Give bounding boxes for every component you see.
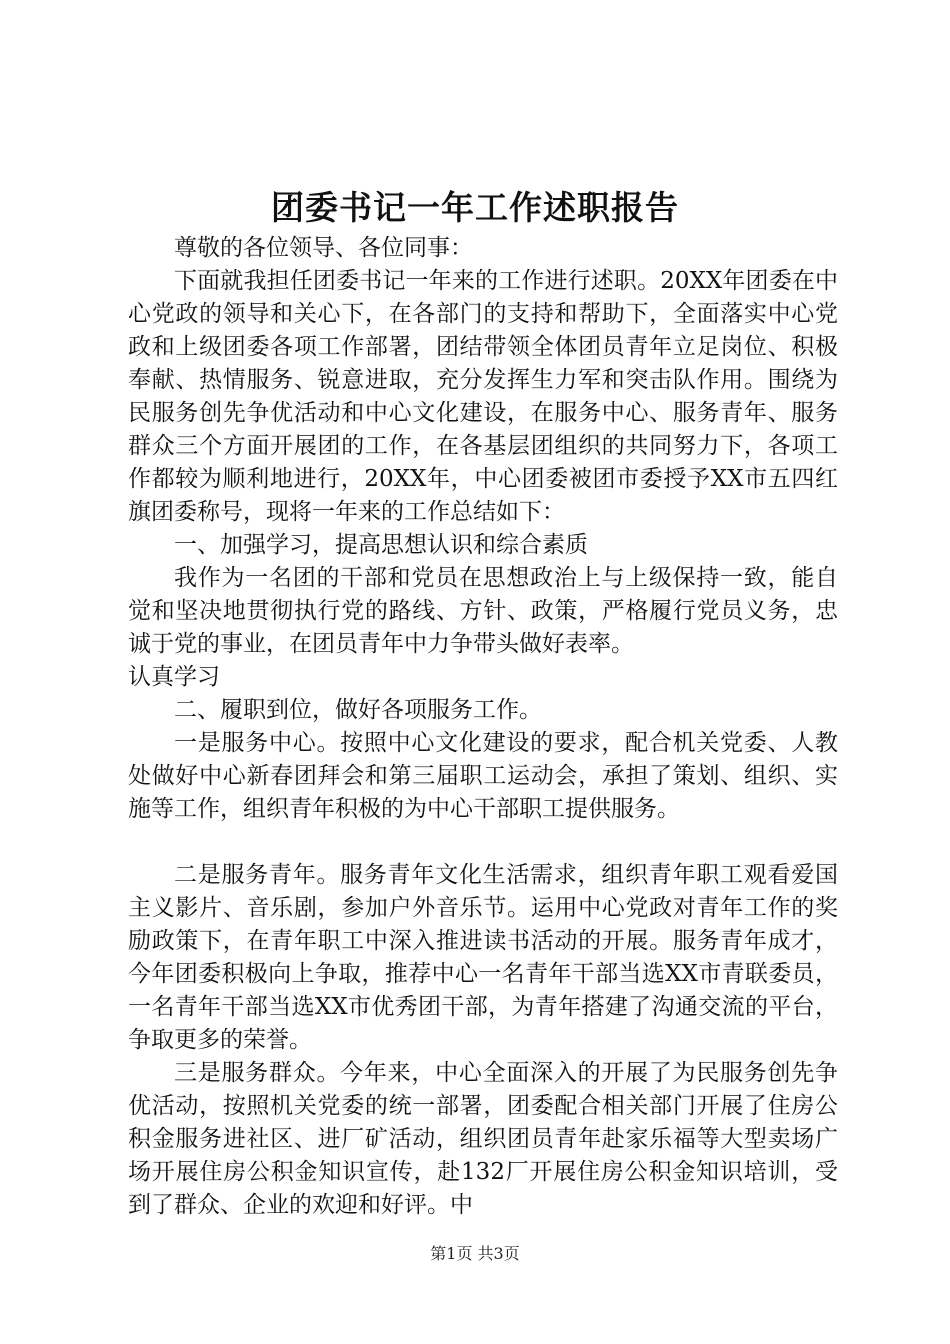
paragraph-serve-center: 一是服务中心。按照中心文化建设的要求，配合机关党委、人教处做好中心新春团拜会和第三届职工运动会，承担了策划、组织、实施等工作，组织青年积极的为中心干部职工提供服务。 <box>128 730 838 822</box>
page-footer: 第1页 共3页 <box>430 1244 520 1263</box>
document-title: 团委书记一年工作述职报告 <box>271 188 679 227</box>
paragraph-intro: 下面就我担任团委书记一年来的工作进行述职。20XX年团委在中心党政的领导和关心下，在各部门的支持和帮助下，全面落实中心党政和上级团委各项工作部署，团结带领全体团员青年立足岗位、积极奉献、热情服务、锐意进取，充分发挥生力军和突击队作用。围绕为民服务创先争优活动和中心文化建设，在服务中心、服务青年、服务群众三个方面开展团的工作，在各基层团组织的共同努力下，各项工作都较为顺利地进行，20XX年，中心团委被团市委授予XX市五四红旗团委称号，现将一年来的工作总结如下： <box>128 268 838 525</box>
paragraph-study: 我作为一名团的干部和党员在思想政治上与上级保持一致，能自觉和坚决地贯彻执行党的路线、方针、政策，严格履行党员义务，忠诚于党的事业，在团员青年中力争带头做好表率。 <box>128 565 838 657</box>
blank-line <box>128 826 838 859</box>
paragraph-serve-youth: 二是服务青年。服务青年文化生活需求，组织青年职工观看爱国主义影片、音乐剧，参加户外音乐节。运用中心党政对青年工作的奖励政策下，在青年职工中深入推进读书活动的开展。服务青年成才，今年团委积极向上争取，推荐中心一名青年干部当选XX市青联委员，一名青年干部当选XX市优秀团干部，为青年搭建了沟通交流的平台，争取更多的荣誉。 <box>128 862 838 1053</box>
section-heading-2: 二、履职到位，做好各项服务工作。 <box>174 697 542 723</box>
paragraph-serve-public: 三是服务群众。今年来，中心全面深入的开展了为民服务创先争优活动，按照机关党委的统一部署，团委配合相关部门开展了住房公积金服务进社区、进厂矿活动，组织团员青年赴家乐福等大型卖场广场开展住房公积金知识宣传，赴132厂开展住房公积金知识培训，受到了群众、企业的欢迎和好评。中 <box>128 1060 838 1218</box>
document-body <box>128 232 838 1222</box>
paragraph-fragment: 认真学习 <box>128 664 220 690</box>
greeting: 尊敬的各位领导、各位同事： <box>174 235 473 261</box>
section-heading-1: 一、加强学习，提高思想认识和综合素质 <box>174 532 588 558</box>
